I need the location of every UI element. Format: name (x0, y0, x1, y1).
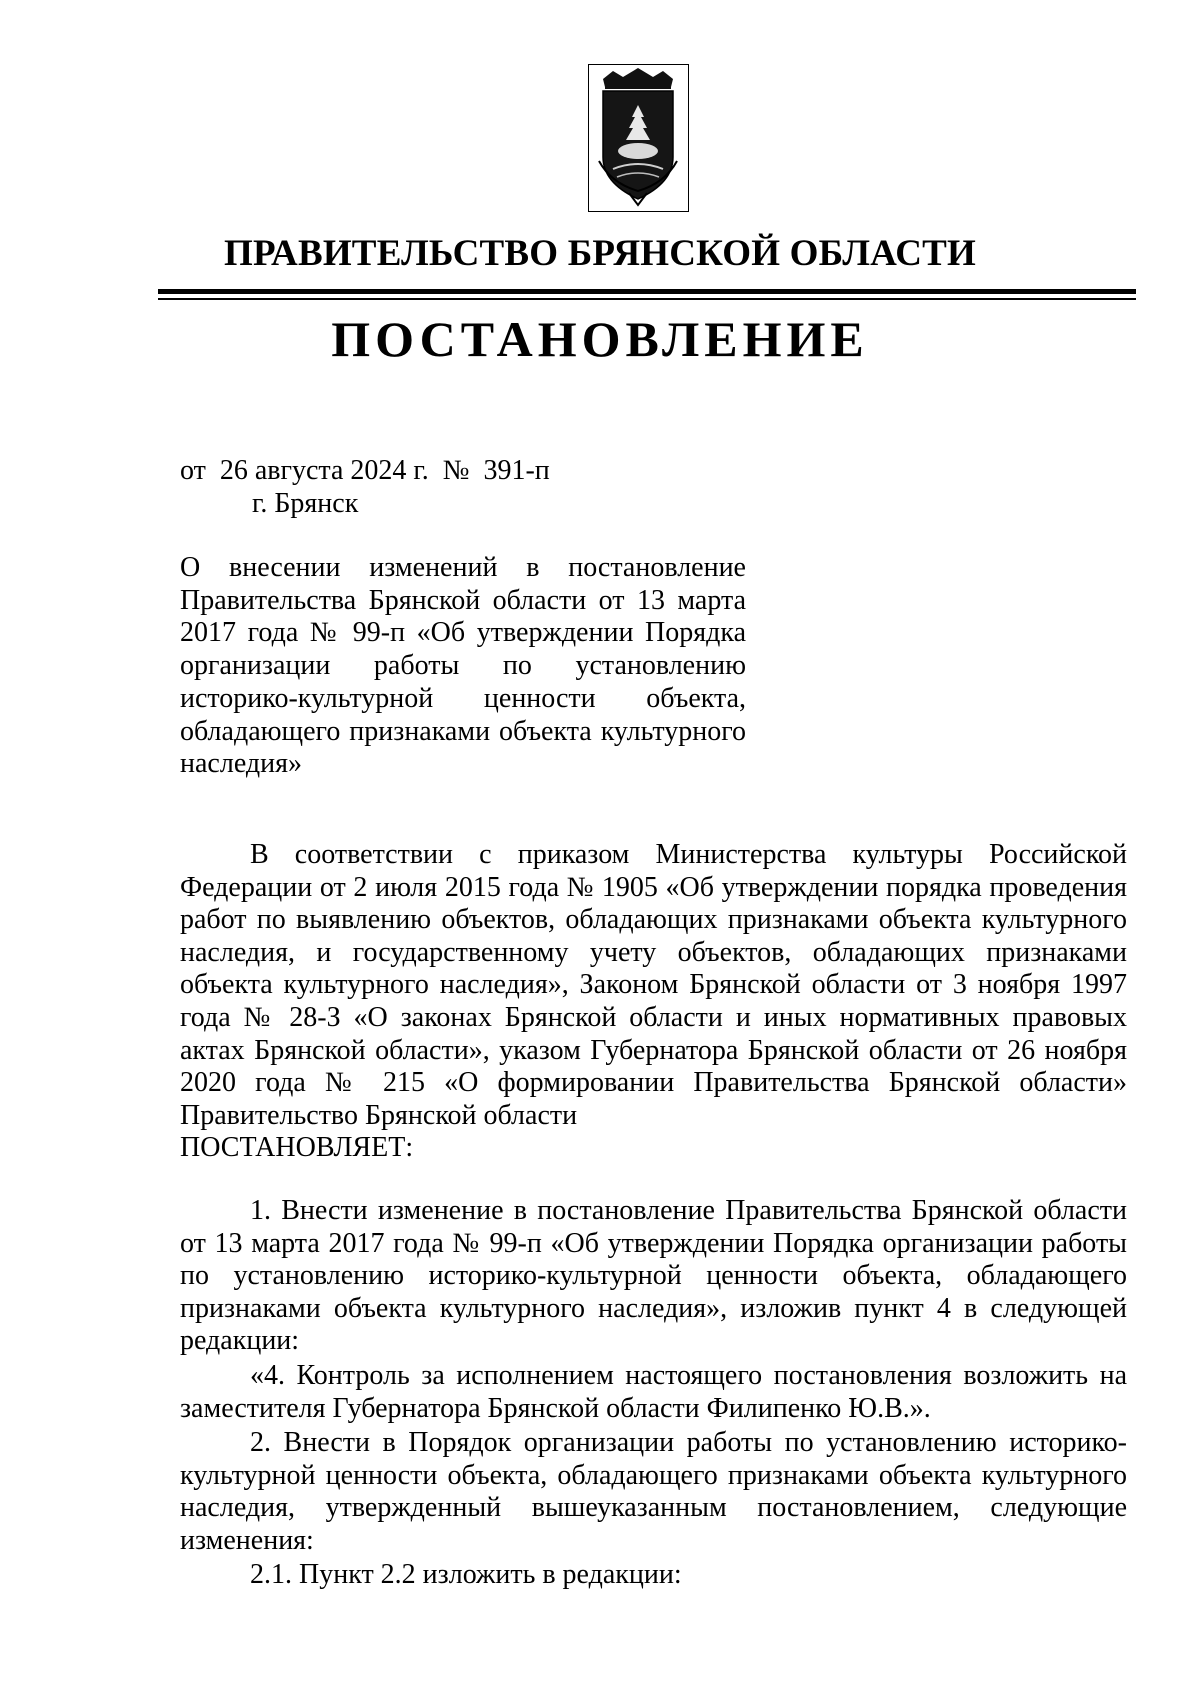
shield-icon (589, 65, 687, 210)
item-2-1-paragraph: 2.1. Пункт 2.2 изложить в редакции: (250, 1559, 682, 1591)
document-type-title: ПОСТАНОВЛЕНИЕ (331, 311, 869, 367)
header-divider-thick (158, 289, 1136, 294)
document-subject: О внесении изменений в постановление Правительства Брянской области от 13 марта 2017 года № 99-п «Об утверждении Порядка организации работы по установлению историко-культурной ценности объекта, обладающего признаками объекта культурного наследия» (180, 552, 746, 780)
document-date-number: от 26 августа 2024 г. № 391-п (180, 455, 550, 486)
coat-of-arms-emblem (588, 64, 689, 212)
document-city: г. Брянск (252, 488, 359, 519)
resolves-heading: ПОСТАНОВЛЯЕТ: (180, 1132, 414, 1164)
item-1-paragraph: 1. Внести изменение в постановление Правительства Брянской области от 13 марта 2017 года № 99-п «Об утверждении Порядка организации работы по установлению историко-культурной ценности объекта, обладающего признаками объекта культурного наследия», изложив пункт 4 в следующей редакции: (180, 1194, 1127, 1357)
item-1-quote-paragraph: «4. Контроль за исполнением настоящего постановления возложить на заместителя Губернатора Брянской области Филипенко Ю.В.». (180, 1359, 1127, 1424)
organization-title: ПРАВИТЕЛЬСТВО БРЯНСКОЙ ОБЛАСТИ (223, 233, 977, 274)
preamble-paragraph: В соответствии с приказом Министерства культуры Российской Федерации от 2 июля 2015 года № 1905 «Об утверждении порядка проведения работ по выявлению объектов, обладающих признаками объекта культурного наследия, и государственному учету объектов, обладающих признаками объекта культурного наследия», Законом Брянской области от 3 ноября 1997 года № 28-З «О законах Брянской области и иных нормативных правовых актах Брянской области», указом Губернатора Брянской области от 26 ноября 2020 года № 215 «О формировании Правительства Брянской области» Правительство Брянской области (180, 839, 1127, 1131)
header-divider-thin (158, 298, 1136, 300)
item-2-paragraph: 2. Внести в Порядок организации работы по установлению историко-культурной ценности объекта, обладающего признаками объекта культурного наследия, утвержденный вышеуказанным постановлением, следующие изменения: (180, 1427, 1127, 1556)
document-body (180, 839, 1127, 1592)
